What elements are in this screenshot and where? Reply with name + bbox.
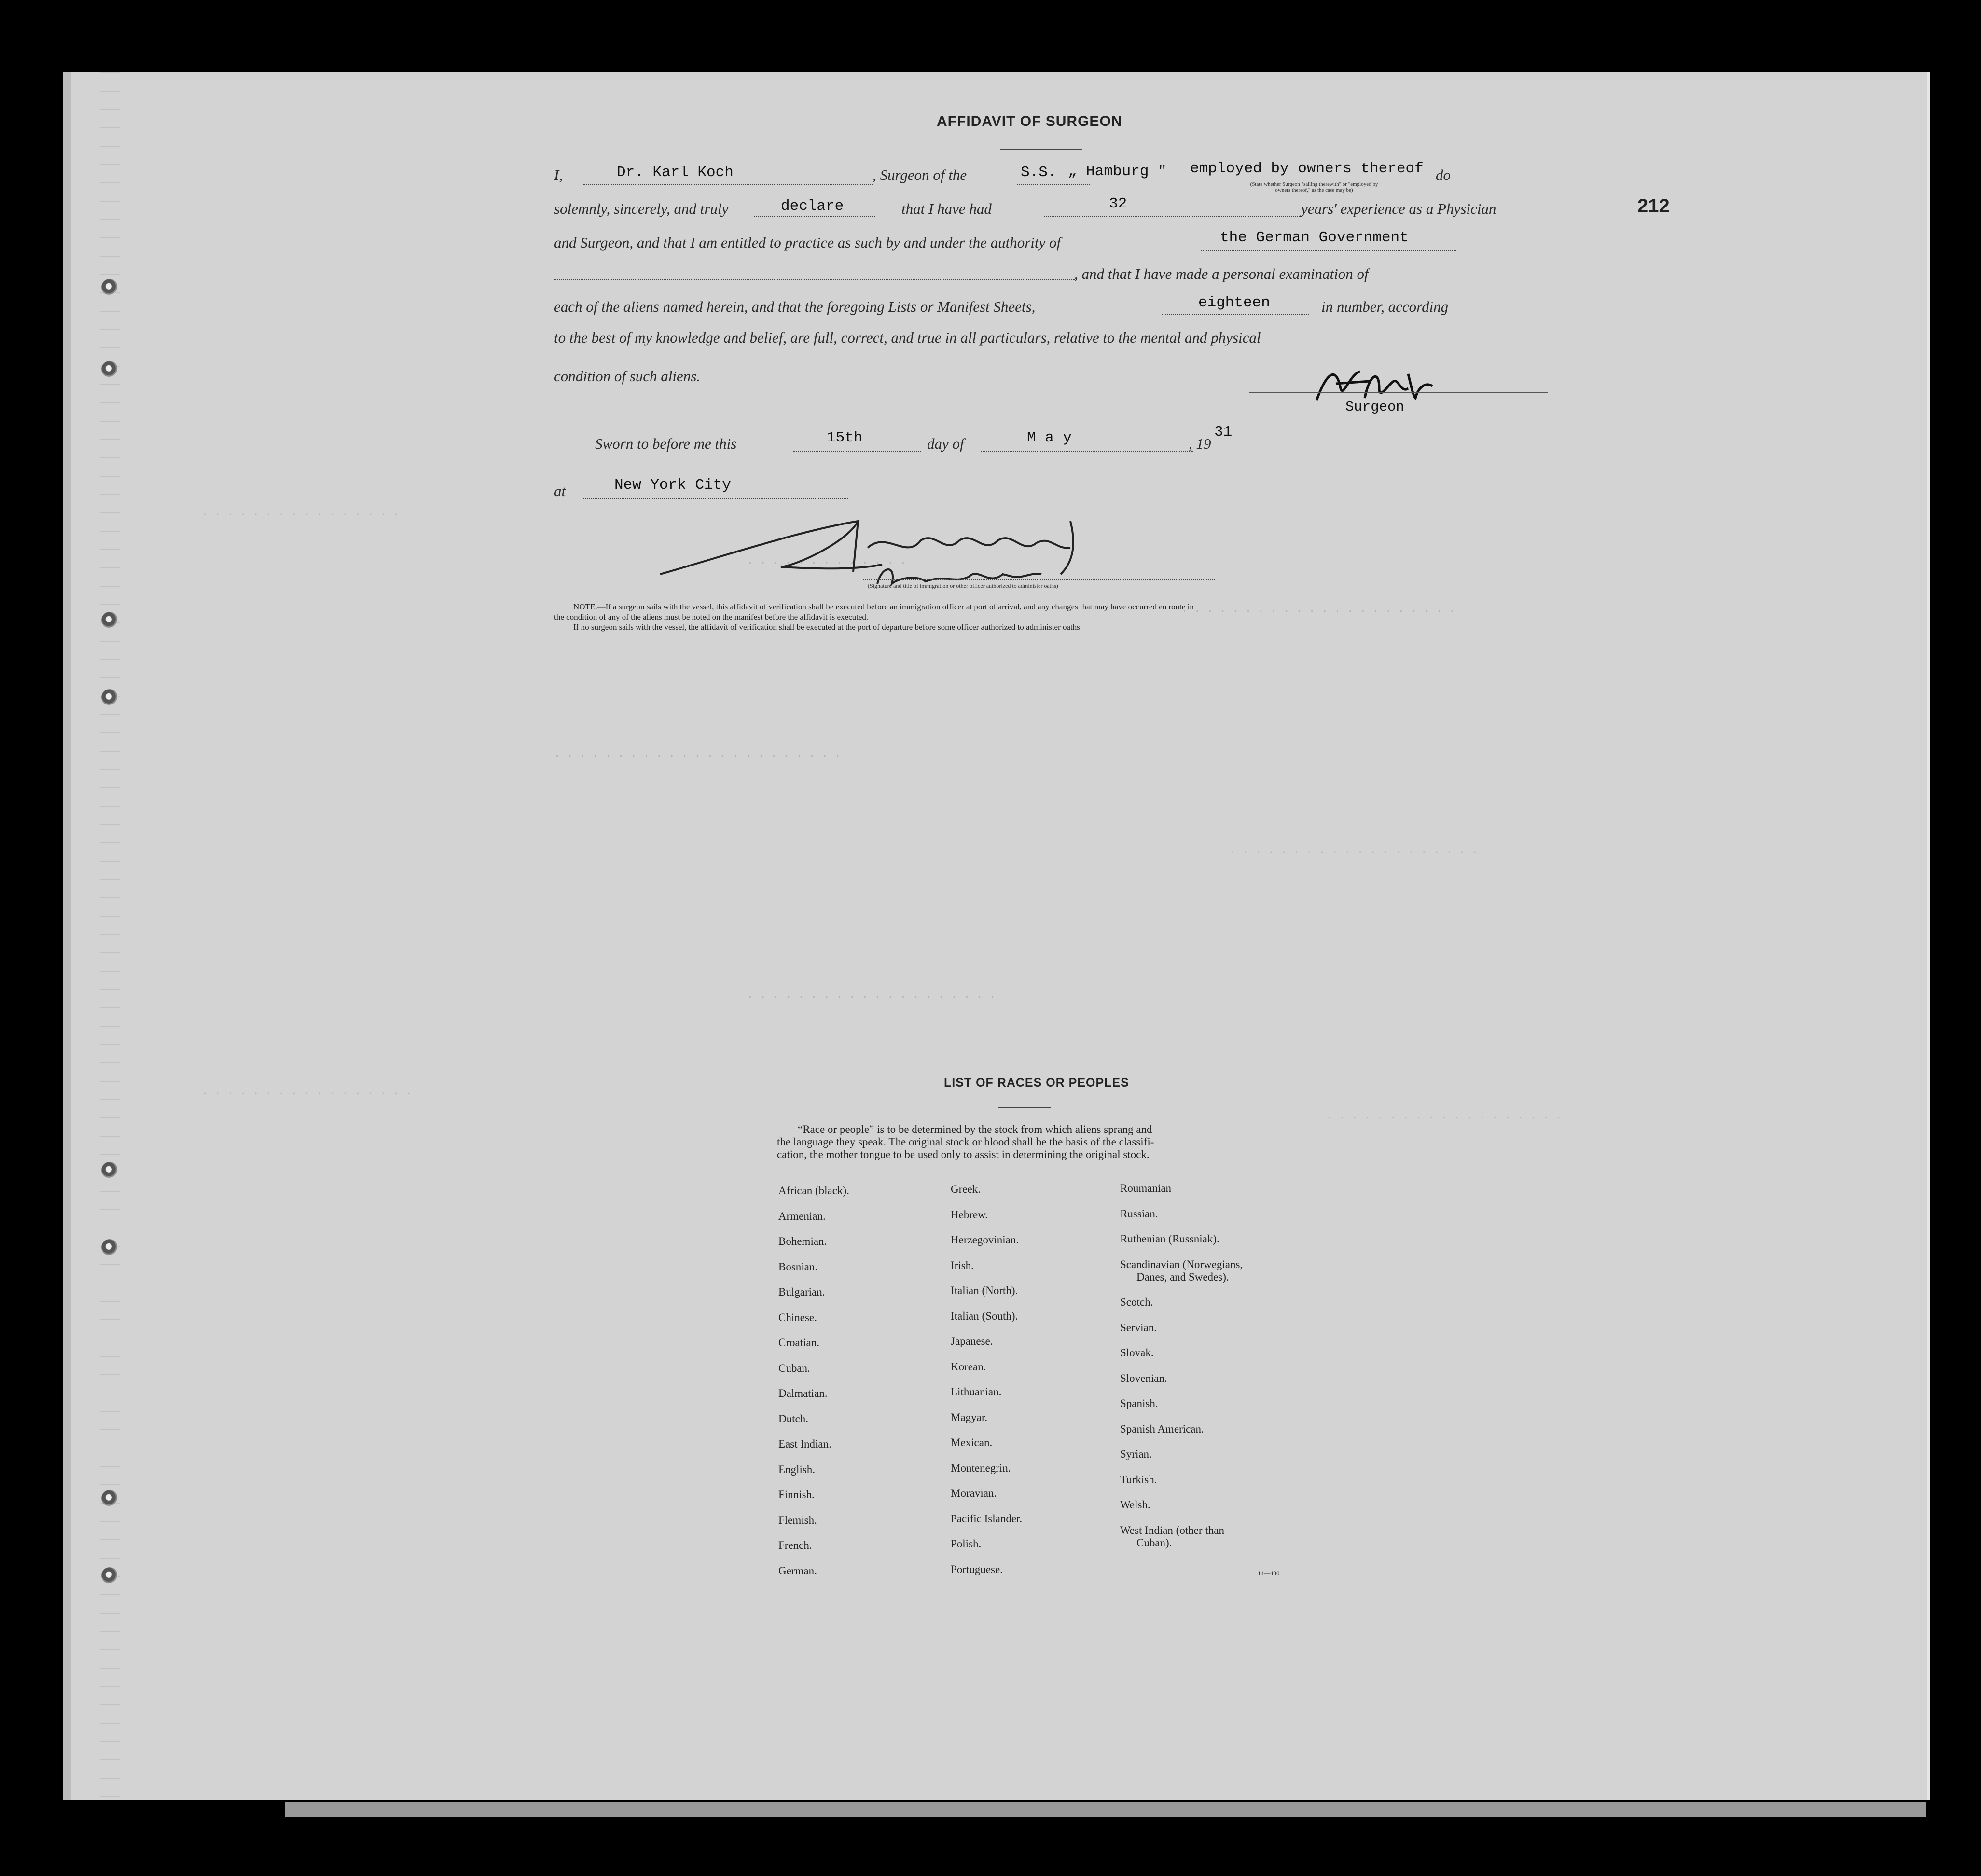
text-in-number: in number, according — [1321, 298, 1449, 315]
punch-hole — [101, 1239, 118, 1255]
punch-hole — [101, 361, 118, 377]
employment-note: (State whether Surgeon "sailing therewith" or "employed by owners thereof," as the case may be) — [1250, 181, 1378, 193]
bleed-through-text: . . . . . . . . . . . . . . . . . . . . . . . — [554, 748, 841, 760]
race-item: Danes, and Swedes). — [1136, 1270, 1229, 1283]
race-item: Irish. — [951, 1259, 974, 1271]
races-intro-1: “Race or people” is to be determined by the stock from which aliens sprang and — [798, 1123, 1152, 1135]
text-manifest-sheets: each of the aliens named herein, and that the foregoing Lists or Manifest Sheets, — [554, 298, 1036, 315]
race-item: Servian. — [1120, 1321, 1157, 1334]
races-intro-2: the language they speak. The original stock or blood shall be the basis of the classifi- — [777, 1136, 1154, 1148]
ship-name: „ Hamburg " — [1068, 163, 1167, 180]
punch-hole — [101, 1567, 118, 1584]
race-item: African (black). — [778, 1185, 849, 1197]
text-authority-line: and Surgeon, and that I am entitled to practice as such by and under the authority of — [554, 234, 1061, 251]
blank-month — [981, 451, 1193, 452]
declare-value: declare — [781, 198, 844, 215]
race-item: Italian (North). — [951, 1284, 1018, 1297]
punch-hole — [101, 1490, 118, 1506]
race-item: Roumanian — [1120, 1182, 1172, 1194]
text-do: do — [1436, 166, 1451, 183]
race-item: Scotch. — [1120, 1296, 1153, 1308]
text-I: I, — [554, 166, 563, 183]
officer-signature-line — [863, 579, 1215, 580]
bleed-through-text: . . . . . . . . . . . . . . . . . . . . — [1230, 844, 1478, 856]
race-item: Magyar. — [951, 1411, 988, 1423]
race-item: Bulgarian. — [778, 1286, 825, 1298]
race-item: Cuban). — [1136, 1536, 1172, 1549]
text-solemnly: solemnly, sincerely, and truly — [554, 200, 729, 217]
blank-sheets — [1162, 314, 1309, 315]
blank-years — [1044, 216, 1300, 217]
race-item: Flemish. — [778, 1514, 817, 1526]
form-code: 14—430 — [1258, 1570, 1280, 1577]
race-item: Bohemian. — [778, 1235, 827, 1247]
text-condition: condition of such aliens. — [554, 368, 701, 385]
text-personal-exam: , and that I have made a personal examination of — [1074, 265, 1369, 282]
race-item: Cuban. — [778, 1362, 810, 1374]
blank-declare — [754, 216, 875, 217]
note-line-3: If no surgeon sails with the vessel, the affidavit of verification shall be executed at the port of departure before some officer authorized to administer oaths. — [573, 622, 1082, 632]
sheets-count-value: eighteen — [1198, 294, 1270, 311]
note-line-2: the condition of any of the aliens must be noted on the manifest before the affidavit is executed. — [554, 612, 869, 621]
text-years-experience: years' experience as a Physician — [1301, 200, 1496, 217]
race-item: Korean. — [951, 1360, 986, 1373]
races-column-2 — [951, 1183, 1022, 1576]
officer-signature — [655, 502, 1138, 613]
race-item: Syrian. — [1120, 1448, 1152, 1460]
race-item: Hebrew. — [951, 1208, 988, 1221]
race-item: Dalmatian. — [778, 1387, 828, 1399]
text-surgeon-of-the: , Surgeon of the — [873, 166, 967, 183]
document-page — [63, 72, 1930, 1800]
race-item: Russian. — [1120, 1207, 1158, 1220]
bleed-through-text: . . . . . . . . . . . . . . . . — [202, 507, 400, 519]
race-item: Slovak. — [1120, 1347, 1154, 1359]
race-item: Armenian. — [778, 1210, 826, 1222]
ship-prefix: S.S. — [1021, 164, 1057, 181]
bleed-through-text: . . . . . . . . . . . . . — [747, 555, 907, 567]
race-item: Montenegrin. — [951, 1462, 1011, 1474]
employment-status: employed by owners thereof — [1190, 160, 1424, 177]
years-experience-value: 32 — [1109, 195, 1127, 212]
race-item: Turkish. — [1120, 1473, 1157, 1486]
race-item: Welsh. — [1120, 1499, 1150, 1511]
race-item: Mexican. — [951, 1436, 993, 1448]
note-line-1: NOTE.—If a surgeon sails with the vessel, this affidavit of verification shall be executed before an immigration officer at port of arrival, and any changes that may have occurred en route in — [573, 602, 1194, 611]
text-day-of: day of — [927, 435, 964, 452]
races-column-1 — [778, 1185, 849, 1577]
blank-authority-cont — [554, 279, 1075, 280]
races-title: LIST OF RACES OR PEOPLES — [944, 1076, 1129, 1090]
race-item: Spanish American. — [1120, 1422, 1204, 1435]
race-item: Croatian. — [778, 1337, 819, 1349]
page-number: 212 — [1637, 195, 1670, 217]
punch-hole — [101, 612, 118, 628]
text-sworn: Sworn to before me this — [595, 435, 737, 452]
race-item: Ruthenian (Russniak). — [1120, 1233, 1219, 1245]
sworn-day-value: 15th — [827, 429, 863, 446]
races-title-underline — [998, 1107, 1051, 1108]
authority-value: the German Government — [1220, 229, 1409, 246]
race-item: Herzegovinian. — [951, 1234, 1019, 1246]
blank-authority — [1201, 250, 1456, 251]
race-item: Scandinavian (Norwegians, — [1120, 1258, 1243, 1270]
text-year-prefix: , 19 — [1189, 435, 1211, 452]
races-column-3 — [1120, 1182, 1243, 1549]
punch-hole — [101, 689, 118, 705]
race-item: Spanish. — [1120, 1397, 1158, 1409]
punch-hole — [101, 1162, 118, 1178]
blank-day — [793, 451, 921, 452]
race-item: Moravian. — [951, 1487, 997, 1499]
race-item: West Indian (other than — [1120, 1524, 1224, 1536]
text-at: at — [554, 483, 566, 499]
bleed-through-text: . . . . . . . . . . . . . . . . . . . . — [747, 989, 996, 1001]
race-item: Greek. — [951, 1183, 981, 1195]
text-knowledge-belief: to the best of my knowledge and belief, are full, correct, and true in all particulars, relative to the mental and physical — [554, 329, 1261, 346]
bleed-through-text: . . . . . . . . . . . . . . . . . . . . . . — [1181, 603, 1455, 615]
blank-place — [583, 498, 848, 499]
race-item: Lithuanian. — [951, 1386, 1002, 1398]
surgeon-signature-line — [1249, 392, 1548, 393]
surgeon-name: Dr. Karl Koch — [617, 164, 734, 181]
race-item: Pacific Islander. — [951, 1512, 1023, 1525]
bleed-through-text: . . . . . . . . . . . . . . . . . . . — [1326, 1110, 1562, 1122]
race-item: Dutch. — [778, 1412, 808, 1425]
race-item: Slovenian. — [1120, 1372, 1167, 1384]
affidavit-title: AFFIDAVIT OF SURGEON — [937, 113, 1122, 129]
race-item: German. — [778, 1564, 817, 1577]
blank-ship — [1017, 184, 1090, 185]
race-item: Chinese. — [778, 1311, 817, 1324]
race-item: French. — [778, 1539, 812, 1551]
race-item: English. — [778, 1463, 816, 1476]
sworn-year-value: 31 — [1214, 424, 1233, 441]
officer-caption: (Signature and title of immigration or other officer authorized to administer oaths) — [868, 582, 1058, 589]
race-item: Portuguese. — [951, 1563, 1003, 1575]
race-item: East Indian. — [778, 1438, 831, 1450]
race-item: Italian (South). — [951, 1310, 1018, 1322]
ledger-margin-lines — [100, 72, 120, 1800]
page-edge — [1927, 72, 1930, 1800]
under-page-strip — [285, 1802, 1926, 1817]
text-i-have-had: that I have had — [901, 200, 992, 217]
punch-hole — [101, 279, 118, 295]
bleed-through-text: . . . . . . . . . . . . . . . . . — [202, 1086, 412, 1098]
race-item: Polish. — [951, 1538, 982, 1550]
place-value: New York City — [614, 477, 731, 494]
race-item: Bosnian. — [778, 1260, 818, 1273]
races-intro-3: cation, the mother tongue to be used only to assist in determining the original stock. — [777, 1148, 1150, 1160]
race-item: Finnish. — [778, 1489, 815, 1501]
title-underline — [1000, 149, 1082, 150]
surgeon-label: Surgeon — [1345, 399, 1404, 415]
race-item: Japanese. — [951, 1335, 993, 1347]
blank-surgeon-name — [583, 184, 873, 185]
sworn-month-value: M a y — [1027, 429, 1072, 446]
